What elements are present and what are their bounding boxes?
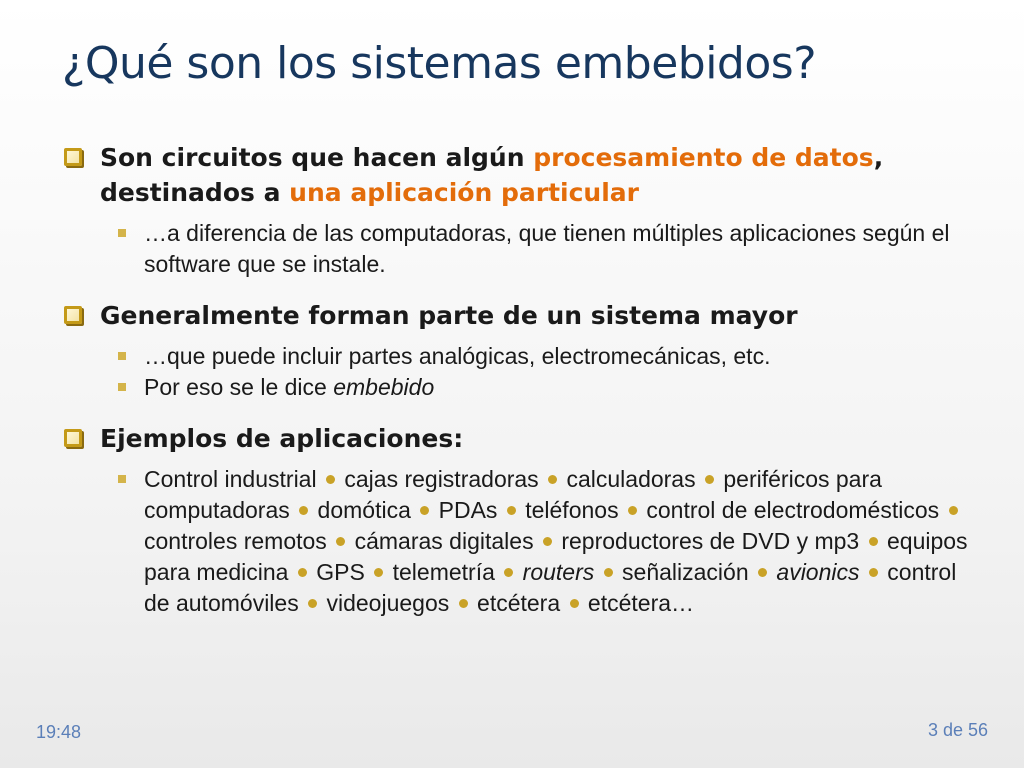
example-item: avionics	[776, 559, 860, 585]
separator-dot-icon	[570, 599, 579, 608]
bullet-larger-system	[62, 298, 982, 333]
bullet-text: , destinados a	[100, 143, 884, 207]
example-item: señalización	[622, 559, 749, 585]
slide-title: ¿Qué son los sistemas embebidos?	[62, 38, 817, 89]
example-item: control de electrodomésticos	[646, 497, 940, 523]
separator-dot-icon	[869, 537, 878, 546]
square-bullet-icon	[118, 352, 126, 360]
bullet-text: Son circuitos que hacen algún	[100, 143, 534, 172]
highlight-text: una aplicación particular	[289, 178, 639, 207]
footer-time: 19:48	[36, 722, 82, 742]
bullet-circuits	[62, 140, 982, 210]
separator-dot-icon	[548, 475, 557, 484]
checkbox-bullet-icon	[64, 148, 82, 166]
sub-bullet-text: …a diferencia de las computadoras, que tienen múltiples aplicaciones según el software que se instale.	[144, 220, 950, 277]
checkbox-bullet-icon	[64, 429, 82, 447]
example-item: etcétera…	[587, 590, 695, 616]
sub-bullet-text: …que puede incluir partes analógicas, electromecánicas, etc.	[144, 343, 771, 369]
separator-dot-icon	[326, 475, 335, 484]
separator-dot-icon	[298, 568, 307, 577]
separator-dot-icon	[758, 568, 767, 577]
italic-term: embebido	[333, 374, 435, 400]
square-bullet-icon	[118, 383, 126, 391]
separator-dot-icon	[705, 475, 714, 484]
separator-dot-icon	[628, 506, 637, 515]
example-item: teléfonos	[525, 497, 619, 523]
separator-dot-icon	[336, 537, 345, 546]
example-item: videojuegos	[326, 590, 450, 616]
example-item: routers	[522, 559, 595, 585]
example-item: PDAs	[438, 497, 498, 523]
example-item: controles remotos	[144, 528, 327, 554]
highlight-text: procesamiento de datos	[533, 143, 874, 172]
example-item: equipos para medicina	[144, 528, 968, 585]
bullet-text: Ejemplos de aplicaciones:	[100, 424, 464, 453]
examples-list	[144, 466, 968, 616]
slide-content	[62, 140, 982, 619]
example-item: reproductores de DVD y mp3	[561, 528, 860, 554]
sub-bullet-examples-list	[62, 464, 982, 619]
bullet-text: Generalmente forman parte de un sistema mayor	[100, 301, 798, 330]
footer-page-number: 3 de 56	[927, 720, 988, 740]
bullet-examples	[62, 421, 982, 456]
example-item: cajas registradoras	[344, 466, 539, 492]
example-item: control de automóviles	[144, 559, 957, 616]
separator-dot-icon	[374, 568, 383, 577]
separator-dot-icon	[459, 599, 468, 608]
example-item: calculadoras	[566, 466, 696, 492]
checkbox-bullet-icon	[64, 306, 82, 324]
separator-dot-icon	[543, 537, 552, 546]
separator-dot-icon	[507, 506, 516, 515]
square-bullet-icon	[118, 229, 126, 237]
example-item: etcétera	[477, 590, 561, 616]
square-bullet-icon	[118, 475, 126, 483]
separator-dot-icon	[299, 506, 308, 515]
separator-dot-icon	[308, 599, 317, 608]
separator-dot-icon	[420, 506, 429, 515]
separator-dot-icon	[604, 568, 613, 577]
separator-dot-icon	[949, 506, 958, 515]
example-item: GPS	[316, 559, 365, 585]
example-item: cámaras digitales	[354, 528, 534, 554]
separator-dot-icon	[504, 568, 513, 577]
separator-dot-icon	[869, 568, 878, 577]
sub-bullet-analog-parts	[62, 341, 982, 372]
sub-bullet-difference	[62, 218, 982, 280]
example-item: domótica	[317, 497, 411, 523]
sub-bullet-text: Por eso se le dice	[144, 374, 334, 400]
example-item: telemetría	[392, 559, 495, 585]
example-item: Control industrial	[144, 466, 317, 492]
example-item: periféricos para computadoras	[144, 466, 882, 523]
sub-bullet-embedded	[62, 372, 982, 403]
